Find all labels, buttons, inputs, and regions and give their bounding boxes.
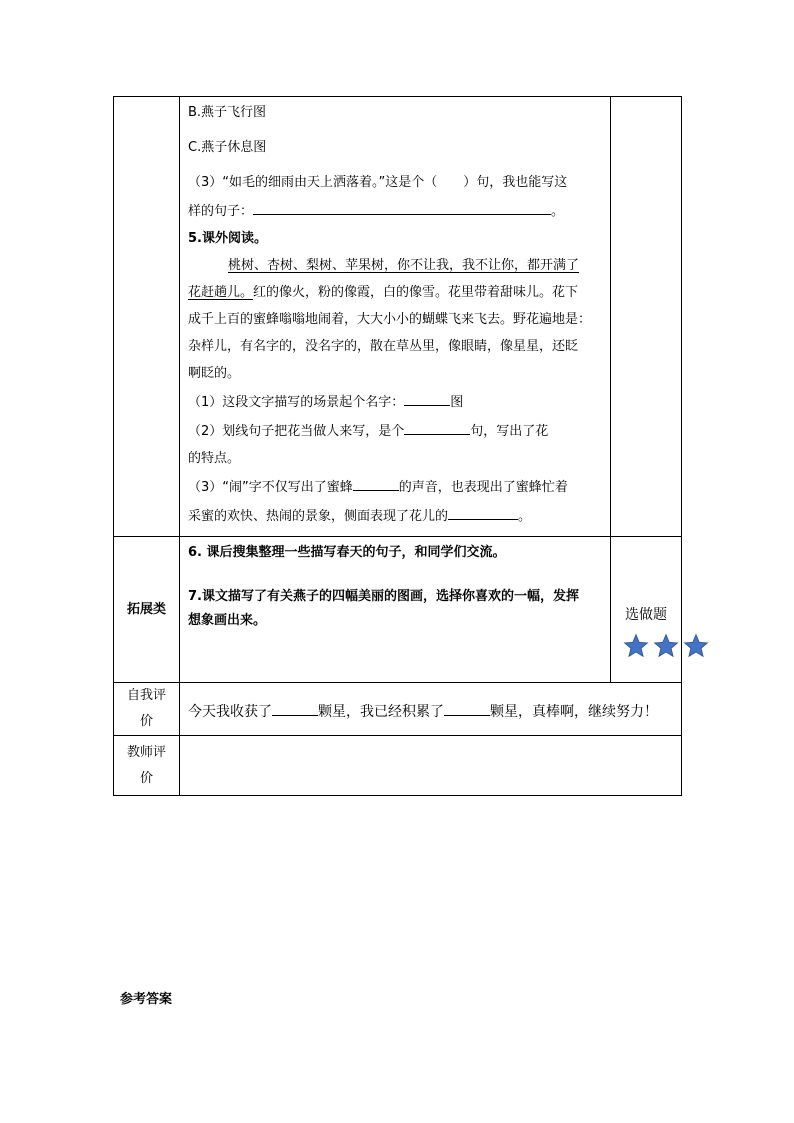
star-rating — [623, 633, 709, 663]
sub1-blank[interactable] — [404, 387, 450, 406]
sub3-line2-suffix: 。 — [518, 509, 532, 524]
star-icon[interactable] — [623, 633, 649, 659]
sub3-line2-prefix: 采蜜的欢快、热闹的景象，侧面表现了花儿的 — [188, 509, 449, 524]
star-icon[interactable] — [653, 633, 679, 659]
extension-row — [114, 537, 682, 683]
reading-row — [114, 97, 682, 537]
teacher-eval-row — [114, 736, 682, 796]
passage-line4: 杂样儿，有名字的，没名字的，散在草丛里，像眼睛，像星星，还眨 — [188, 339, 579, 354]
option-b: B.燕子飞行图 — [188, 105, 267, 120]
sub3-blank-1[interactable] — [353, 472, 399, 491]
q3-blank[interactable] — [253, 196, 551, 215]
q3-prefix: 样的句子： — [188, 204, 254, 219]
reading-content-cell — [180, 97, 611, 537]
passage-underlined-1: 桃树、杏树、梨树、苹果树，你不让我，我不让你，都开满了 — [228, 258, 580, 273]
sub2-prefix: （2）划线句子把花当做人来写，是个 — [188, 424, 405, 439]
teacher-eval-label — [114, 736, 180, 796]
optional-cell — [611, 537, 682, 683]
sub-question-2 — [188, 416, 602, 445]
sub2-suffix: 句，写出了花 — [470, 424, 549, 439]
q3-suffix: 。 — [551, 204, 565, 219]
sub2-blank[interactable] — [404, 416, 470, 435]
optional-label: 选做题 — [625, 606, 667, 623]
self-eval-suffix: 颗星，真棒啊，继续努力！ — [490, 704, 658, 720]
teacher-eval-content[interactable] — [180, 736, 682, 796]
teacher-eval-label-1: 教师评 — [126, 744, 166, 760]
answer-title: 参考答案 — [120, 992, 173, 1007]
teacher-eval-label-2: 价 — [139, 770, 153, 786]
q7-line2: 想象画出来。 — [188, 613, 267, 628]
extension-content-cell — [180, 537, 611, 683]
reading-side-cell — [611, 97, 682, 537]
extension-label: 拓展类 — [114, 537, 180, 683]
self-eval-label-2: 价 — [139, 714, 153, 729]
sub1-prefix: （1）这段文字描写的场景起个名字： — [188, 395, 405, 410]
sub-question-2-line2: 的特点。 — [188, 451, 241, 466]
q5-title: 5.课外阅读。 — [188, 231, 267, 246]
passage-line5: 啊眨的。 — [188, 366, 241, 381]
self-eval-mid: 颗星，我已经积累了 — [318, 704, 444, 720]
q7-line1: 7.课文描写了有关燕子的四幅美丽的图画，选择你喜欢的一幅，发挥 — [188, 589, 579, 604]
sub-question-3 — [188, 472, 602, 501]
passage-line3: 成千上百的蜜蜂嗡嗡地闹着，大大小小的蝴蝶飞来飞去。野花遍地是： — [188, 312, 592, 327]
worksheet-table — [113, 96, 682, 796]
self-eval-label-1: 自我评 — [126, 688, 166, 703]
sub3-prefix: （3）“闹”字不仅写出了蜜蜂 — [188, 480, 353, 495]
self-eval-row — [114, 683, 682, 736]
self-eval-content — [180, 683, 682, 736]
reading-label-cell — [114, 97, 180, 537]
stars-total-blank[interactable] — [444, 697, 490, 716]
sub3-blank-2[interactable] — [448, 501, 518, 520]
star-icon[interactable] — [683, 633, 709, 659]
self-eval-label — [114, 683, 180, 736]
q3-line2 — [188, 196, 602, 225]
sub-question-1 — [188, 387, 602, 416]
passage-line2 — [188, 279, 602, 306]
sub-question-3-line2 — [188, 501, 602, 530]
stars-earned-blank[interactable] — [272, 697, 318, 716]
passage-rest-2: 红的像火，粉的像霞，白的像雪。花里带着甜味儿。花下 — [253, 285, 579, 300]
sub1-suffix: 图 — [450, 395, 464, 410]
sub3-suffix: 的声音，也表现出了蜜蜂忙着 — [398, 480, 568, 495]
q6-text: 6. 课后搜集整理一些描写春天的句子，和同学们交流。 — [188, 545, 506, 560]
q3-line1: （3）“如毛的细雨由天上洒落着。”这是个（ ）句，我也能写这 — [188, 175, 568, 190]
self-eval-prefix: 今天我收获了 — [188, 704, 272, 720]
option-c: C.燕子休息图 — [188, 140, 267, 155]
passage-line1 — [188, 252, 602, 279]
passage-underlined-2: 花赶趟儿。 — [188, 285, 254, 300]
